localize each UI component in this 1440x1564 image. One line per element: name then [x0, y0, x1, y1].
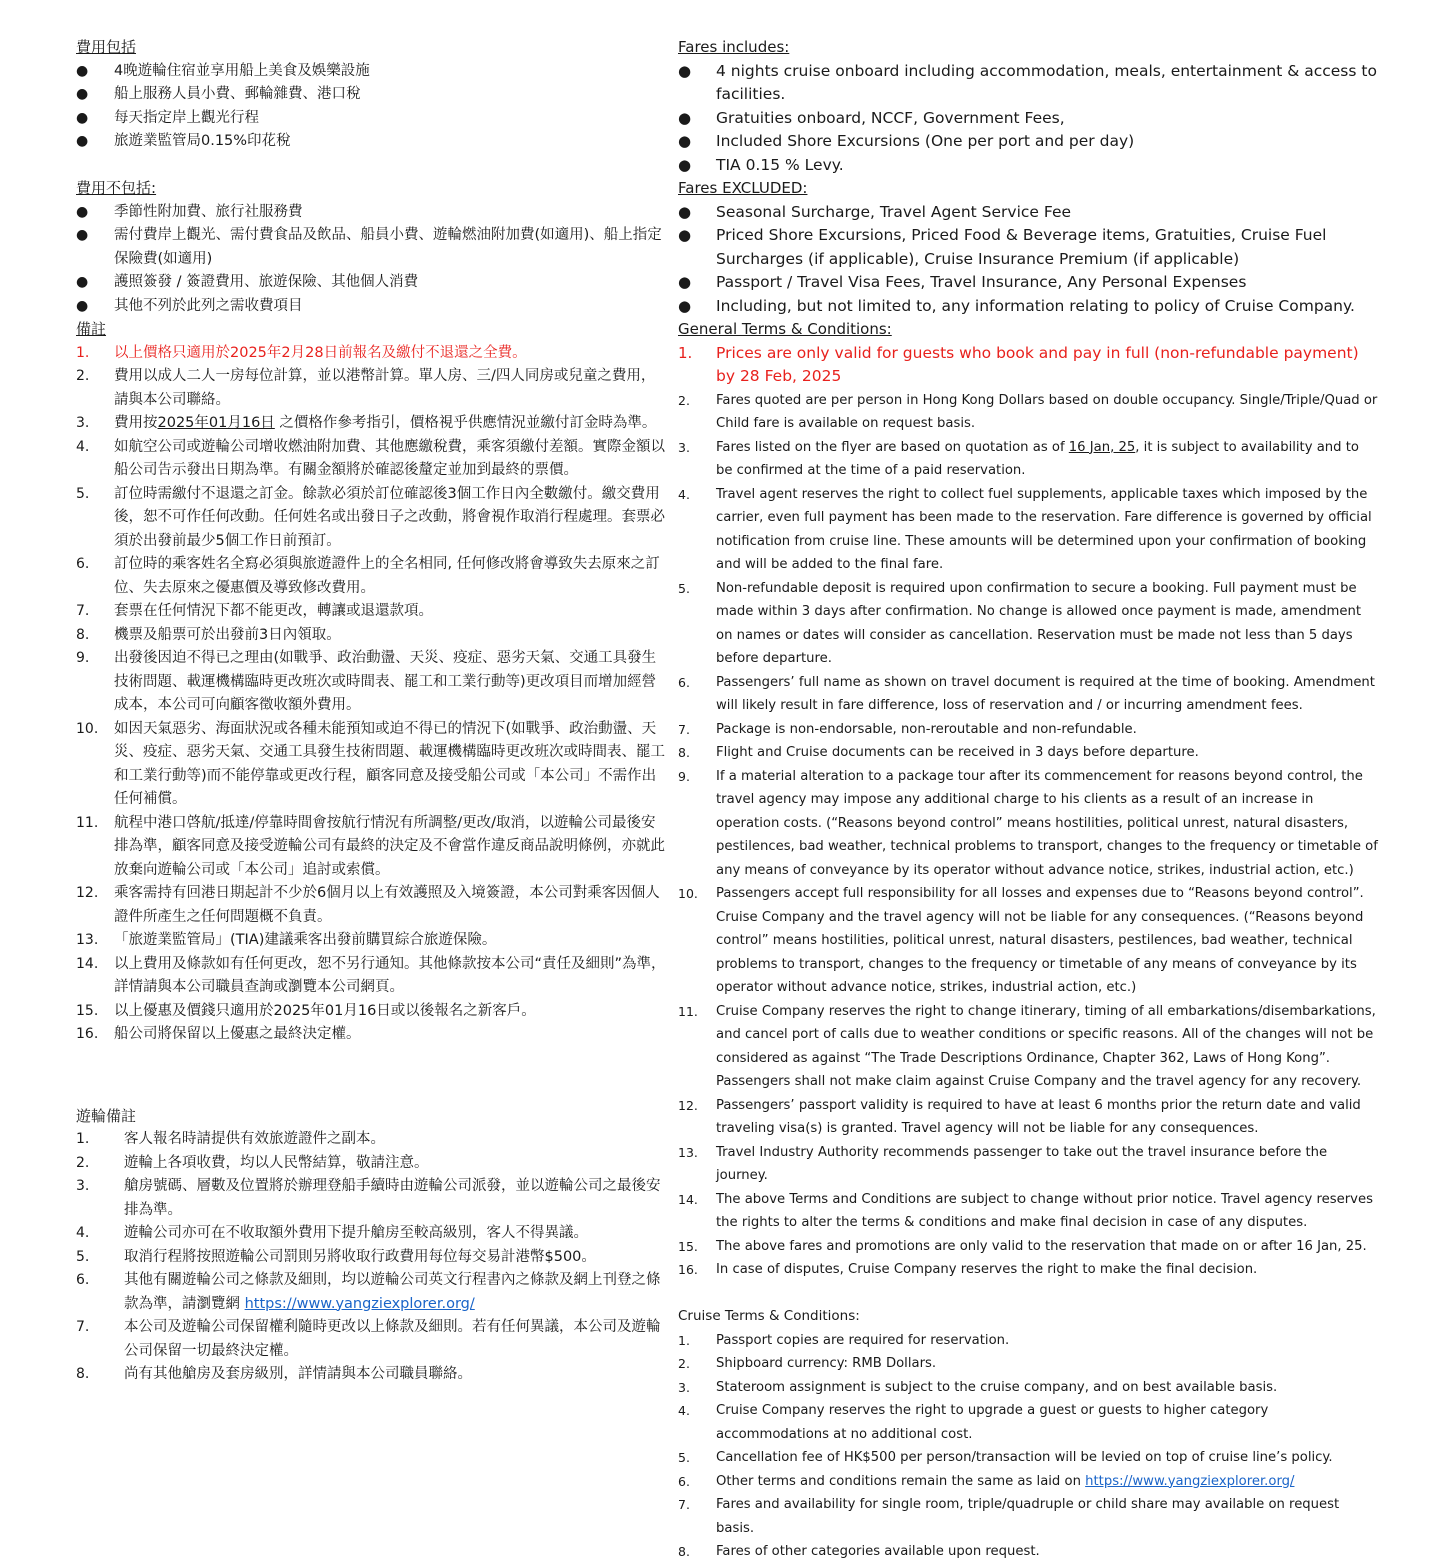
en-terms-item: 8. Flight and Cruise documents can be received in 3 days before departure. — [678, 745, 1199, 760]
en-terms-list — [678, 389, 1378, 483]
en-terms-item: 5. Non-refundable deposit is required upon confirmation to secure a booking. Full payment must be made within 3 days after confirmation. No change is allowed once payment is made, amendment on names or dates will consider as cancellation. Reservation must be made not less than 5 days before departure. — [678, 580, 1362, 666]
zh-cruise-item: 5. 取消行程將按照遊輪公司罰則另將收取行政費用每位每交易計港幣$500。 — [76, 1248, 596, 1265]
zh-excluded-item: ● 季節性附加費、旅行社服務費 — [76, 203, 303, 220]
en-terms-item: 11. Cruise Company reserves the right to change itinerary, timing of all embarkations/disembarkations, and cancel port of calls due to weather conditions or specific reasons. All of the changes will not be considered as against “The Trade Descriptions Ordinance, Chapter 362, Laws of Hong Kong”. Passengers shall not make claim against Cruise Company and the travel agency for any recovery. — [678, 1003, 1376, 1089]
zh-excluded-list — [76, 201, 666, 319]
zh-remarks-list-continued — [76, 436, 666, 1047]
en-excluded-heading: Fares EXCLUDED: — [678, 179, 808, 197]
zh-remarks-item: 11. 航程中港口啓航/抵達/停靠時間會按航行情況有所調整/更改/取消，以遊輪公司最後安排為準，顧客同意及接受遊輪公司有最終的決定及不會當作違反商品說明條例，亦就此放棄向遊輪公司或「本公司」追討或索償。 — [76, 814, 665, 878]
en-cruise-list — [678, 1329, 1378, 1470]
zh-cruise-item: 6. 其他有關遊輪公司之條款及細則，均以遊輪公司英文行程書內之條款及網上刊登之條款為準，請瀏覽網 https://www.yangziexplorer.org/ — [76, 1272, 661, 1312]
zh-remarks-item: 6. 訂位時的乘客姓名全寫必須與旅遊證件上的全名相同, 任何修改將會導致失去原來之訂位、失去原來之優惠價及導致修改費用。 — [76, 556, 660, 596]
zh-cruise-heading: 遊輪備註 — [76, 1106, 137, 1125]
en-included-heading: Fares includes: — [678, 38, 790, 56]
zh-excluded-heading: 費用不包括: — [76, 179, 157, 197]
en-cruise-list-link — [678, 1470, 1378, 1494]
en-terms-item: 9. If a material alteration to a package tour after its commencement for reasons beyond control, the travel agency may impose any additional charge to his clients as a result of an increase in operation costs. (“Reasons beyond control” means hostilities, political unrest, natural disasters, pestilences, bad weather, technical problems to transport, changes to the frequency or timetable of any means of conveyance by its operator without advance notice, strikes, industrial action, etc.) — [678, 768, 1378, 878]
en-excluded-list — [678, 201, 1378, 319]
en-term-item: 2. Fares quoted are per person in Hong Kong Dollars based on double occupancy. Single/Triple/Quad or Child fare is available on request basis. — [678, 392, 1378, 431]
en-cruise-item: 3. Stateroom assignment is subject to the cruise company, and on best available basis. — [678, 1379, 1278, 1395]
zh-remarks-item: 4. 如航空公司或遊輪公司增收燃油附加費、其他應繳稅費，乘客須繳付差額。實際金額以船公司告示發出日期為準。有關金額將於確認後釐定並加到最終的票價。 — [76, 438, 665, 478]
en-yangzi-explorer-link[interactable]: https://www.yangziexplorer.org/ — [1085, 1473, 1295, 1489]
en-included-item: ● 4 nights cruise onboard including accommodation, meals, entertainment & access to facilities. — [678, 61, 1377, 103]
en-excluded-item: ● Passport / Travel Visa Fees, Travel Insurance, Any Personal Expenses — [678, 273, 1247, 291]
zh-cruise-item: 7. 本公司及遊輪公司保留權利隨時更改以上條款及細則。若有任何異議，本公司及遊輪公司保留一切最終決定權。 — [76, 1319, 661, 1359]
en-term-item: 3. Fares listed on the flyer are based on quotation as of 16 Jan, 25, it is subject to availability and to be confirmed at the time of a paid reservation. — [678, 439, 1359, 478]
zh-remarks-heading: 備註 — [76, 320, 107, 338]
en-excluded-item: ● Priced Shore Excursions, Priced Food & Beverage items, Gratuities, Cruise Fuel Surcharges (if applicable), Cruise Insurance Premium (if applicable) — [678, 226, 1327, 268]
zh-remarks-item: 16. 船公司將保留以上優惠之最終決定權。 — [76, 1026, 361, 1042]
en-terms-item: 7. Package is non-endorsable, non-reroutable and non-refundable. — [678, 721, 1137, 737]
en-excluded-item: ● Seasonal Surcharge, Travel Agent Service Fee — [678, 202, 1072, 221]
en-included-item: ● Included Shore Excursions (One per port and per day) — [678, 132, 1135, 150]
zh-included-item: ● 旅遊業監管局0.15%印花稅 — [76, 133, 291, 149]
zh-remark-item: 2. 費用以成人二人一房每位計算，並以港幣計算。單人房、三/四人同房或兒童之費用，請與本公司聯絡。 — [76, 368, 656, 408]
zh-remarks-list — [76, 342, 666, 436]
en-terms-item: 16. In case of disputes, Cruise Company reserves the right to make the final decision. — [678, 1262, 1258, 1277]
zh-remarks-item: 7. 套票在任何情況下都不能更改，轉讓或退還款項。 — [76, 603, 433, 619]
zh-remarks-item: 8. 機票及船票可於出發前3日內領取。 — [76, 626, 341, 643]
zh-remarks-item: 5. 訂位時需繳付不退還之訂金。餘款必須於訂位確認後3個工作日內全數繳付。繳交費用後，恕不可作任何改動。任何姓名或出發日子之改動，將會視作取消行程處理。套票必須於出發前最少5個工作日前預訂。 — [76, 485, 665, 549]
zh-cruise-list-end — [76, 1316, 666, 1387]
en-terms-item: 13. Travel Industry Authority recommends passenger to take out the travel insurance before the journey. — [678, 1144, 1328, 1183]
en-cruise-item: 5. Cancellation fee of HK$500 per person/transaction will be levied on top of cruise line’s policy. — [678, 1450, 1333, 1465]
zh-remarks-item: 10. 如因天氣惡劣、海面狀況或各種未能預知或迫不得已的情況下(如戰爭、政治動盪、天災、疫症、惡劣天氣、交通工具發生技術問題、載運機構臨時更改班次或時間表、罷工和工業行動等)而不能停靠或更改行程，顧客同意及接受船公司或「本公司」不需作出任何補償。 — [76, 720, 665, 807]
zh-included-item: ● 船上服務人員小費、郵輪雜費、港口稅 — [76, 86, 361, 102]
en-terms-item: 10. Passengers accept full responsibility for all losses and expenses due to “Reasons beyond control”. Cruise Company and the travel agency will not be liable for any consequences. (“Reasons beyond control” means hostilities, political unrest, natural disasters, pestilences, bad weather, technical problems to transport, changes to the frequency or timetable of any means of conveyance by its operator without advance notice, strikes, industrial action, etc.) — [678, 886, 1364, 995]
en-quote-date: 16 Jan, 25 — [1068, 439, 1136, 455]
zh-included-list — [76, 60, 666, 154]
zh-cruise-item: 2. 遊輪上各項收費，均以人民幣結算，敬請注意。 — [76, 1154, 429, 1171]
en-terms-item: 14. The above Terms and Conditions are subject to change without prior notice. Travel agency reserves the rights to alter the terms & conditions and make final decision in case of any disputes. — [678, 1191, 1373, 1230]
en-included-item: ● TIA 0.15 % Levy. — [678, 155, 844, 174]
en-cruise-item: 8. Fares of other categories available upon request. — [678, 1544, 1040, 1559]
en-cruise-heading: Cruise Terms & Conditions: — [678, 1308, 860, 1324]
en-cruise-item: 7. Fares and availability for single room, triple/quadruple or child share may available on request basis. — [678, 1497, 1340, 1536]
zh-yangzi-explorer-link[interactable]: https://www.yangziexplorer.org/ — [244, 1295, 475, 1312]
en-included-item: ● Gratuities onboard, NCCF, Government Fees, — [678, 108, 1065, 127]
zh-excluded-item: ● 其他不列於此列之需收費項目 — [76, 297, 303, 314]
en-terms-item: 4. Travel agent reserves the right to collect fuel supplements, applicable taxes which imposed by the carrier, even full payment has been made to the reservation. Fare difference is governed by official notification from cruise line. These amounts will be determined upon your confirmation of booking and will be added to the final fare. — [678, 486, 1372, 572]
zh-quote-date: 2025年01月16日 — [157, 415, 275, 431]
en-terms-heading: General Terms & Conditions: — [678, 320, 892, 338]
en-terms-item: 6. Passengers’ full name as shown on travel document is required at the time of booking. Amendment will likely result in fare difference, loss of reservation and / or incurring amendment fees. — [678, 674, 1375, 713]
en-cruise-item: 4. Cruise Company reserves the right to upgrade a guest or guests to higher category accommodations at no additional cost. — [678, 1403, 1269, 1442]
zh-cruise-item: 1. 客人報名時請提供有效旅遊證件之副本。 — [76, 1131, 385, 1147]
zh-remarks-item: 9. 出發後因迫不得已之理由(如戰爭、政治動盪、天災、疫症、惡劣天氣、交通工具發生技術問題、載運機構臨時更改班次或時間表、罷工和工業行動等)更改項目而增加經營成本，本公司可向顧客徵收額外費用。 — [76, 650, 657, 713]
zh-cruise-list-link — [76, 1269, 666, 1316]
en-term-item: 1. Prices are only valid for guests who book and pay in full (non-refundable payment) by 28 Feb, 2025 — [678, 343, 1359, 385]
en-terms-item: 15. The above fares and promotions are only valid to the reservation that made on or after 16 Jan, 25. — [678, 1238, 1367, 1254]
en-terms-list-continued — [678, 483, 1378, 1282]
zh-remarks-item: 14. 以上費用及條款如有任何更改，恕不另行通知。其他條款按本公司“責任及細則”為準，詳情請與本公司職員查詢或瀏覽本公司網頁。 — [76, 955, 666, 995]
chinese-terms-column — [76, 36, 666, 1387]
en-terms-first — [678, 342, 1378, 389]
zh-remarks-item: 12. 乘客需持有回港日期起計不少於6個月以上有效護照及入境簽證，本公司對乘客因個人證件所產生之任何問題概不負責。 — [76, 885, 660, 925]
zh-excluded-item: ● 護照簽發 / 簽證費用、旅遊保險、其他個人消費 — [76, 274, 419, 290]
zh-included-heading: 費用包括 — [76, 38, 137, 56]
en-cruise-item: 1. Passport copies are required for reservation. — [678, 1332, 1010, 1348]
zh-remark-item: 1. 以上價格只適用於2025年2月28日前報名及繳付不退還之全費。 — [76, 344, 527, 361]
english-terms-column — [678, 36, 1378, 1564]
zh-remarks-item: 15. 以上優惠及價錢只適用於2025年01月16日或以後報名之新客戶。 — [76, 1002, 536, 1019]
en-included-list — [678, 60, 1378, 178]
en-cruise-item: 6. Other terms and conditions remain the same as laid on https://www.yangziexplorer.org/ — [678, 1473, 1295, 1489]
en-cruise-list-end — [678, 1493, 1378, 1564]
en-cruise-item: 2. Shipboard currency: RMB Dollars. — [678, 1356, 937, 1371]
zh-cruise-list — [76, 1128, 666, 1269]
zh-cruise-item: 8. 尚有其他艙房及套房級別，詳情請與本公司職員聯絡。 — [76, 1366, 472, 1382]
en-terms-item: 12. Passengers’ passport validity is required to have at least 6 months prior the return date and valid traveling visa(s) is granted. Travel agency will not be liable for any consequences. — [678, 1097, 1361, 1136]
zh-remarks-item: 13. 「旅遊業監管局」(TIA)建議乘客出發前購買綜合旅遊保險。 — [76, 932, 497, 948]
zh-cruise-item: 4. 遊輪公司亦可在不收取額外費用下提升艙房至較高級別，客人不得異議。 — [76, 1225, 588, 1241]
zh-remark-item: 3. 費用按2025年01月16日 之價格作參考指引，價格視乎供應情況並繳付訂金時為準。 — [76, 415, 657, 431]
zh-excluded-item: ● 需付費岸上觀光、需付費食品及飲品、船員小費、遊輪燃油附加費(如適用)、船上指定保險費(如適用) — [76, 227, 662, 267]
zh-cruise-item: 3. 艙房號碼、層數及位置將於辦理登船手續時由遊輪公司派發，並以遊輪公司之最後安排為準。 — [76, 1178, 661, 1218]
en-excluded-item: ● Including, but not limited to, any information relating to policy of Cruise Company. — [678, 296, 1355, 315]
zh-included-item: ● 每天指定岸上觀光行程 — [76, 109, 259, 126]
zh-included-item: ● 4晚遊輪住宿並享用船上美食及娛樂設施 — [76, 62, 370, 79]
